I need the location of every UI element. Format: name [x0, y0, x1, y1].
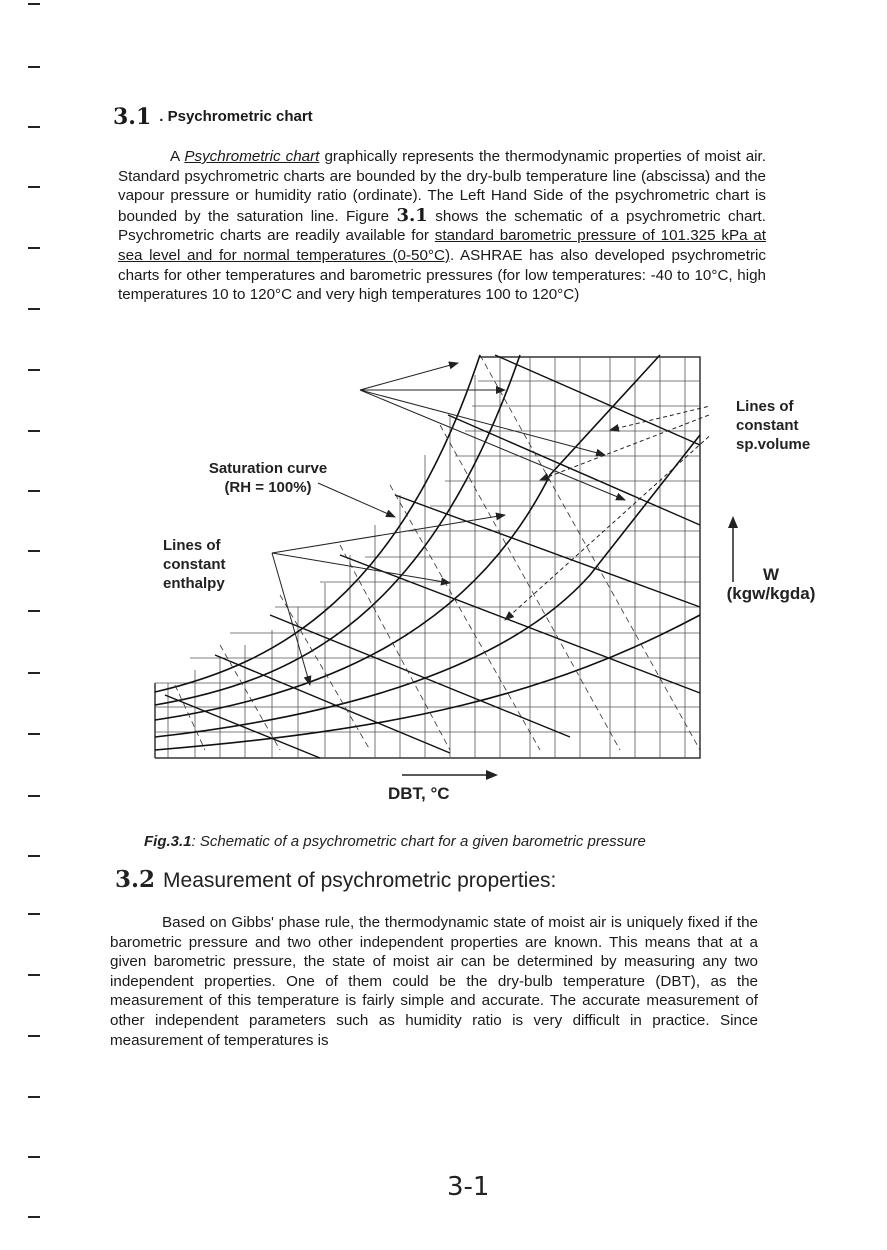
page-number: 3-1: [447, 1172, 490, 1202]
margin-mark: [28, 1216, 40, 1218]
section-number: 3.2: [115, 866, 156, 893]
paragraph-measurement: [110, 913, 758, 1050]
figure-reference: 3.1: [396, 204, 428, 226]
constant-volume-lines: [175, 355, 700, 750]
label-line: sp.volume: [736, 436, 811, 453]
grid-lines: [155, 357, 700, 758]
margin-mark: [28, 855, 40, 857]
section-title: . Psychrometric chart: [159, 108, 313, 125]
psychrometric-chart-diagram: [150, 345, 710, 770]
margin-mark: [28, 1096, 40, 1098]
text-run: graphically represents the thermodynamic properties of moist air. Standard psychrometric charts are bounded by the dry-bulb temperature line (abscissa) and the vapour pressure or humidity ratio (ordinate). The Left Hand Side of the psychrometric chart is bounded by the saturation line. Figure: [118, 148, 766, 225]
margin-mark: [28, 126, 40, 128]
text-run: A: [170, 148, 185, 165]
label-w-symbol: W: [762, 565, 780, 584]
annotation-arrows: [272, 363, 710, 685]
label-line: constant: [163, 556, 226, 573]
figure-label: Fig.3.1: [144, 833, 192, 850]
section-number: 3.1: [113, 104, 152, 130]
margin-mark: [28, 795, 40, 797]
label-line: Lines of: [736, 398, 794, 415]
paragraph-psychrometric-chart: [118, 147, 766, 305]
label-line: Lines of: [163, 537, 221, 554]
margin-mark: [28, 974, 40, 976]
margin-mark: [28, 247, 40, 249]
margin-mark: [28, 1156, 40, 1158]
caption-text: : Schematic of a psychrometric chart for a given barometric pressure: [191, 833, 646, 850]
figure-caption: [144, 833, 646, 850]
term-psychrometric-chart: Psychrometric chart: [184, 148, 320, 165]
margin-mark: [28, 308, 40, 310]
margin-mark: [28, 733, 40, 735]
label-dry-bulb-temperature: DBT, °C: [388, 784, 450, 803]
margin-mark: [28, 3, 40, 5]
text-run: . ASHRAE has also developed psychrometric charts for other temperatures and barometric pressures (for low temperatures: -40 to 10°C, high temperatures 10 to 120°C and very high temperatures 100 to 120°C): [118, 246, 766, 304]
relative-humidity-curves: [155, 355, 700, 750]
margin-mark: [28, 1035, 40, 1037]
label-constant-volume: [736, 397, 810, 454]
label-line: constant: [736, 417, 799, 434]
margin-mark: [28, 186, 40, 188]
margin-mark: [28, 66, 40, 68]
label-line: (RH = 100%): [224, 479, 312, 496]
paragraph-text: Based on Gibbs' phase rule, the thermodynamic state of moist air is uniquely fixed if the barometric pressure and two other independent properties are known. This means that at a given barometric pressure, the state of moist air can be determined by measuring any two independent properties. One of them could be the dry-bulb temperature (DBT), as the measurement of this temperature is fairly simple and accurate. The accurate measurement of other independent parameters such as humidity ratio is very difficult in practice. Since measurement of temperatures is: [110, 914, 758, 1049]
margin-mark: [28, 369, 40, 371]
margin-mark: [28, 672, 40, 674]
margin-mark: [28, 913, 40, 915]
chart-frame: [155, 357, 700, 758]
label-humidity-ratio: [716, 565, 826, 603]
section-heading-1: [113, 104, 313, 130]
text-run: shows the schematic of a psychrometric chart. Psychrometric charts are readily available for: [118, 207, 766, 245]
label-w-unit: (kgw/kgda): [726, 584, 816, 603]
margin-mark: [28, 490, 40, 492]
margin-mark: [28, 550, 40, 552]
label-line: Saturation curve: [208, 460, 328, 477]
label-saturation-curve: [198, 459, 338, 497]
margin-marks: [22, 0, 42, 1250]
label-constant-enthalpy: [163, 536, 226, 593]
dbt-axis-arrow-icon: [402, 768, 498, 782]
margin-mark: [28, 610, 40, 612]
section-title: Measurement of psychrometric properties:: [163, 869, 557, 892]
underlined-text: standard barometric pressure of 101.325 kPa at sea level and for normal temperatures (0-50°C): [118, 227, 766, 264]
label-line: enthalpy: [163, 575, 225, 592]
section-heading-2: [115, 866, 556, 893]
margin-mark: [28, 430, 40, 432]
